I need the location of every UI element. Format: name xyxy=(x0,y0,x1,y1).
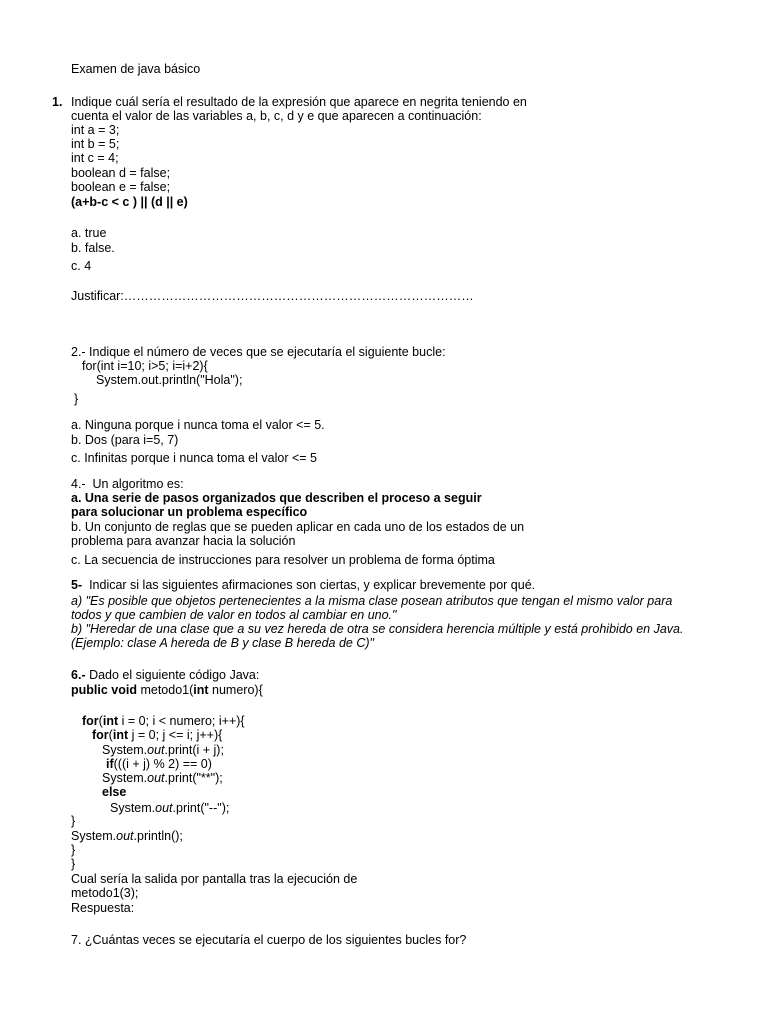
question-1-text-line-2: cuenta el valor de las variables a, b, c, d y e que aparecen a continuación: xyxy=(71,109,482,123)
system-prefix: System. xyxy=(102,771,148,785)
question-2-prompt: 2.- Indique el número de veces que se ejecutaría el siguiente bucle: xyxy=(71,345,446,359)
keyword-public-void: public void xyxy=(71,683,137,697)
code-outer-for xyxy=(82,714,245,728)
question-2-option-c: c. Infinitas porque i nunca toma el valor <= 5 xyxy=(71,451,317,465)
keyword-for: for xyxy=(92,728,109,742)
signature-param: numero){ xyxy=(208,683,263,697)
print-dashes: .print("--"); xyxy=(172,801,230,815)
question-2-code-println: System.out.println("Hola"); xyxy=(96,373,243,387)
keyword-int: int xyxy=(193,683,209,697)
out-field: out xyxy=(147,743,165,757)
bold-expression: (a+b-c < c ) || (d || e) xyxy=(71,195,188,209)
out-field: out xyxy=(116,829,134,843)
statement-a-line-2: todos y que cambien de valor en todos al cambiar en uno." xyxy=(71,608,397,622)
variable-a: int a = 3; xyxy=(71,123,120,137)
paren: ( xyxy=(108,728,113,742)
code-println xyxy=(71,829,183,843)
question-6-prompt xyxy=(71,668,259,682)
code-print-sum xyxy=(102,743,224,757)
question-1-option-c: c. 4 xyxy=(71,259,92,273)
variable-b: int b = 5; xyxy=(71,137,120,151)
code-close-brace-1: } xyxy=(71,814,76,828)
question-1-option-b: b. false. xyxy=(71,241,115,255)
question-2-code-for: for(int i=10; i>5; i=i+2){ xyxy=(82,359,208,373)
question-1-option-a: a. true xyxy=(71,226,107,240)
code-if xyxy=(106,757,212,771)
if-condition: (((i + j) % 2) == 0) xyxy=(113,757,212,771)
question-4-prompt: 4.- Un algoritmo es: xyxy=(71,477,184,491)
question-4-option-a-line-1: a. Una serie de pasos organizados que describen el proceso a seguir xyxy=(71,491,482,505)
code-close-brace-2: } xyxy=(71,843,76,857)
keyword-int: int xyxy=(102,714,119,728)
question-5-prompt xyxy=(71,578,535,592)
code-print-dashes xyxy=(110,801,229,815)
keyword-int: int xyxy=(112,728,129,742)
question-6-output-line-1: Cual sería la salida por pantalla tras la ejecución de xyxy=(71,872,358,886)
keyword-else: else xyxy=(102,785,127,799)
system-prefix: System. xyxy=(102,743,148,757)
question-1-number: 1. xyxy=(52,95,63,109)
out-field: out xyxy=(155,801,173,815)
println-call: .println(); xyxy=(133,829,183,843)
statement-b-line-1: b) "Heredar de una clase que a su vez hereda de otra se considera herencia múltiple y está prohibido en Java. xyxy=(71,622,684,636)
variable-e: boolean e = false; xyxy=(71,180,171,194)
out-field: out xyxy=(147,771,165,785)
signature-name: metodo1( xyxy=(136,683,194,697)
question-4-option-c: c. La secuencia de instrucciones para resolver un problema de forma óptima xyxy=(71,553,495,567)
variable-c: int c = 4; xyxy=(71,151,119,165)
question-2-code-close: } xyxy=(74,392,79,406)
answer-label: Respuesta: xyxy=(71,901,135,915)
keyword-if: if xyxy=(106,757,114,771)
code-inner-for xyxy=(92,728,222,742)
statement-a-line-1: a) "Es posible que objetos pertenecientes a la misma clase posean atributos que tengan el mismo valor para xyxy=(71,594,673,608)
question-7-prompt: 7. ¿Cuántas veces se ejecutaría el cuerpo de los siguientes bucles for? xyxy=(71,933,467,947)
page-title: Examen de java básico xyxy=(71,62,201,76)
justify-line: Justificar:………………………………………………………………………… xyxy=(71,289,474,303)
question-6-number: 6.- xyxy=(71,668,86,682)
keyword-for: for xyxy=(82,714,99,728)
outer-for-rest: i = 0; i < numero; i++){ xyxy=(118,714,245,728)
inner-for-rest: j = 0; j <= i; j++){ xyxy=(128,728,223,742)
code-print-stars xyxy=(102,771,223,785)
question-4-option-b-line-1: b. Un conjunto de reglas que se pueden aplicar en cada uno de los estados de un xyxy=(71,520,525,534)
question-6-text: Dado el siguiente código Java: xyxy=(85,668,260,682)
system-prefix: System. xyxy=(71,829,117,843)
question-4-option-b-line-2: problema para avanzar hacia la solución xyxy=(71,534,296,548)
question-5-text: Indicar si las siguientes afirmaciones son ciertas, y explicar brevemente por qué. xyxy=(82,578,536,592)
question-1-text-line-1: Indique cuál sería el resultado de la expresión que aparece en negrita teniendo en xyxy=(71,95,527,109)
paren: ( xyxy=(98,714,103,728)
code-close-brace-3: } xyxy=(71,857,76,871)
statement-b-line-2: (Ejemplo: clase A hereda de B y clase B hereda de C)" xyxy=(71,636,374,650)
variable-d: boolean d = false; xyxy=(71,166,171,180)
method-signature xyxy=(71,683,263,697)
question-6-output-line-2: metodo1(3); xyxy=(71,886,139,900)
system-prefix: System. xyxy=(110,801,156,815)
print-stars: .print("**"); xyxy=(164,771,223,785)
question-4-option-a-line-2: para solucionar un problema específico xyxy=(71,505,308,519)
question-5-number: 5- xyxy=(71,578,83,592)
question-2-option-b: b. Dos (para i=5, 7) xyxy=(71,433,179,447)
question-2-option-a: a. Ninguna porque i nunca toma el valor <= 5. xyxy=(71,418,325,432)
print-sum: .print(i + j); xyxy=(164,743,224,757)
